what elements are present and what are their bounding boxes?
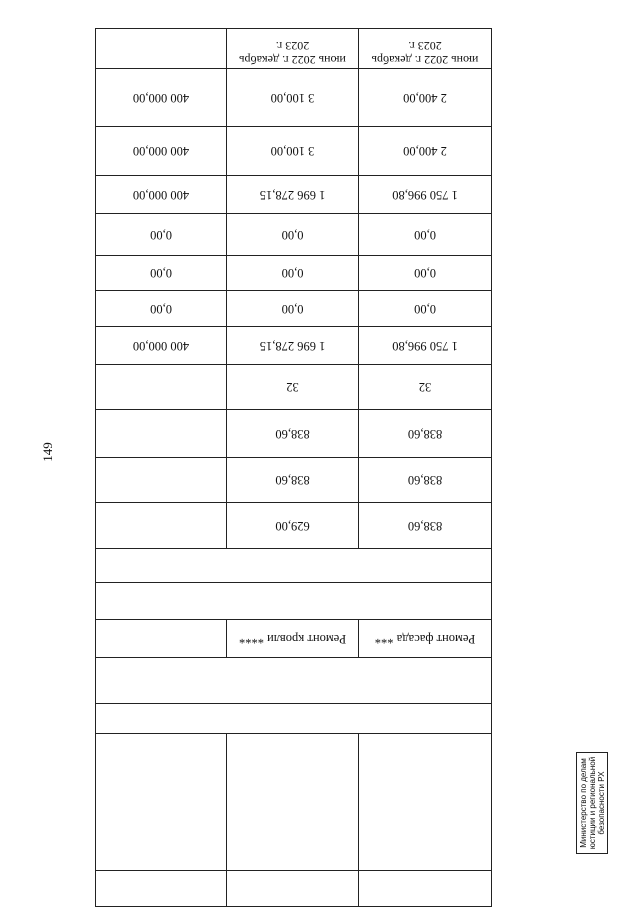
table-cell [96,734,227,871]
table-cell [227,734,359,871]
table-cell: 0,00 [227,291,359,327]
table-cell: 3 100,00 [227,69,359,127]
table-cell: 2 400,00 [359,69,492,127]
table-cell: 0,00 [96,256,227,291]
table-cell [96,871,227,907]
table-cell: 0,00 [359,256,492,291]
table-cell [96,658,492,704]
table-cell: июнь 2022 г. декабрь 2023 г. [227,29,359,69]
table-cell: 0,00 [227,214,359,256]
table-row [96,549,492,583]
table-row [96,256,492,291]
table-cell [96,620,227,658]
table-cell [359,734,492,871]
table-cell: 1 750 996,80 [359,327,492,365]
table-row [96,410,492,458]
table-row [96,458,492,503]
table-cell: 400 000,00 [96,327,227,365]
table-row [96,214,492,256]
table-row [96,503,492,549]
table-row [96,620,492,658]
table-cell: июнь 2022 г. декабрь 2023 г. [359,29,492,69]
table-cell: 0,00 [96,214,227,256]
table-cell [359,871,492,907]
ministry-stamp [576,752,608,854]
table-cell [96,583,492,620]
table-row [96,291,492,327]
table-cell: 2 400,00 [359,127,492,176]
table-cell: 1 750 996,80 [359,176,492,214]
table-cell [96,29,227,69]
table-cell: Ремонт фасада *** [359,620,492,658]
table-row [96,69,492,127]
table-cell: 3 100,00 [227,127,359,176]
table-cell [227,871,359,907]
table-cell: Ремонт кровли **** [227,620,359,658]
table-cell: 1 696 278,15 [227,176,359,214]
table-cell: 32 [359,365,492,410]
document-table [95,28,492,907]
table-row [96,29,492,69]
table-cell: 838,60 [227,410,359,458]
table-row [96,871,492,907]
table-row [96,176,492,214]
table-cell [96,503,227,549]
table-cell: 0,00 [227,256,359,291]
table-cell: 400 000,00 [96,127,227,176]
table-cell: 0,00 [359,291,492,327]
table-cell: 838,60 [227,458,359,503]
table-cell [96,549,492,583]
table-cell: 838,60 [359,410,492,458]
table-cell [96,410,227,458]
page-number: 149 [40,442,55,462]
table-cell: 400 000,00 [96,176,227,214]
table-row [96,327,492,365]
table-cell [96,458,227,503]
table-row [96,583,492,620]
table-cell [96,704,492,734]
stamp-text: Министерство по делам юстиции и региональной безопасности РХ [578,756,606,850]
table-row [96,734,492,871]
table-cell: 0,00 [359,214,492,256]
table-cell: 838,60 [359,503,492,549]
table-row [96,658,492,704]
table-cell: 32 [227,365,359,410]
table-cell [96,365,227,410]
table-row [96,365,492,410]
table-cell: 838,60 [359,458,492,503]
table-cell: 629,00 [227,503,359,549]
table-row [96,704,492,734]
table-cell: 1 696 278,15 [227,327,359,365]
table-cell: 0,00 [96,291,227,327]
table-cell: 400 000,00 [96,69,227,127]
table-row [96,127,492,176]
